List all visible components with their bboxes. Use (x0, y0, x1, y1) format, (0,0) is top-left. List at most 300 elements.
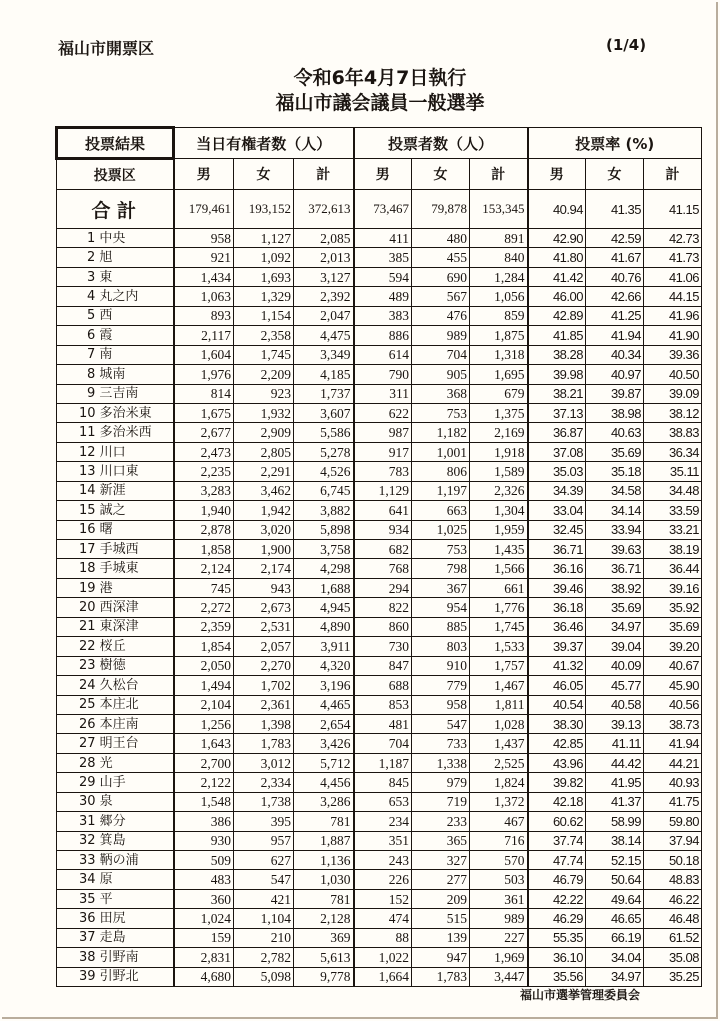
value-cell: 152 (354, 889, 412, 908)
value-cell: 39.16 (644, 578, 702, 597)
value-cell: 2,057 (234, 637, 294, 656)
value-cell: 159 (174, 928, 234, 947)
value-cell: 6,745 (294, 481, 354, 500)
value-cell: 39.20 (644, 637, 702, 656)
value-cell: 847 (354, 656, 412, 675)
group-eligible-voters: 当日有権者数（人） (174, 128, 354, 159)
value-cell: 803 (412, 637, 470, 656)
value-cell: 1,022 (354, 948, 412, 967)
value-cell: 4,465 (294, 695, 354, 714)
district-name: 25 本庄北 (57, 695, 174, 714)
value-cell: 679 (470, 384, 528, 403)
value-cell: 2,047 (294, 306, 354, 325)
value-cell: 311 (354, 384, 412, 403)
value-cell: 34.48 (644, 481, 702, 500)
value-cell: 35.03 (528, 462, 586, 481)
table-row (57, 773, 702, 792)
district-name: 7 南 (57, 345, 174, 364)
value-cell: 779 (412, 676, 470, 695)
value-cell: 40.09 (586, 656, 644, 675)
value-cell: 627 (234, 851, 294, 870)
value-cell: 1,969 (470, 948, 528, 967)
value-cell: 40.94 (528, 190, 586, 229)
value-cell: 35.56 (528, 967, 586, 986)
results-label: 投票結果 (57, 128, 174, 159)
district-name: 35 平 (57, 889, 174, 908)
value-cell: 46.00 (528, 287, 586, 306)
value-cell: 35.25 (644, 967, 702, 986)
value-cell: 509 (174, 851, 234, 870)
value-cell: 42.22 (528, 889, 586, 908)
value-cell: 622 (354, 403, 412, 422)
table-row (57, 714, 702, 733)
value-cell: 38.19 (644, 540, 702, 559)
value-cell: 41.35 (586, 190, 644, 229)
value-cell: 455 (412, 248, 470, 267)
counting-district-label: 福山市開票区 (58, 39, 155, 58)
value-cell: 3,426 (294, 734, 354, 753)
table-row (57, 442, 702, 461)
election-title: 福山市議会議員一般選挙 (275, 92, 485, 114)
table-row (57, 598, 702, 617)
value-cell: 369 (294, 928, 354, 947)
district-name: 32 箕島 (57, 831, 174, 850)
value-cell: 41.75 (644, 792, 702, 811)
district-name: 36 田尻 (57, 909, 174, 928)
value-cell: 474 (354, 909, 412, 928)
value-cell: 4,185 (294, 365, 354, 384)
district-name: 16 曙 (57, 520, 174, 539)
table-row (57, 676, 702, 695)
value-cell: 3,758 (294, 540, 354, 559)
table-row (57, 889, 702, 908)
value-cell: 2,104 (174, 695, 234, 714)
district-header: 投票区 (57, 159, 174, 190)
value-cell: 2,654 (294, 714, 354, 733)
value-cell: 2,117 (174, 326, 234, 345)
table-row (57, 481, 702, 500)
value-cell: 481 (354, 714, 412, 733)
value-cell: 1,783 (412, 967, 470, 986)
value-cell: 38.83 (644, 423, 702, 442)
table-row (57, 267, 702, 286)
value-cell: 36.16 (528, 559, 586, 578)
value-cell: 1,695 (470, 365, 528, 384)
table-row (57, 637, 702, 656)
value-cell: 33.04 (528, 501, 586, 520)
total-row (57, 190, 702, 229)
value-cell: 2,209 (234, 365, 294, 384)
district-name: 30 泉 (57, 792, 174, 811)
table-row (57, 909, 702, 928)
value-cell: 35.11 (644, 462, 702, 481)
value-cell: 989 (470, 909, 528, 928)
value-cell: 46.48 (644, 909, 702, 928)
value-cell: 61.52 (644, 928, 702, 947)
value-cell: 58.99 (586, 812, 644, 831)
value-cell: 1,129 (354, 481, 412, 500)
value-cell: 1,738 (234, 792, 294, 811)
value-cell: 40.67 (644, 656, 702, 675)
value-cell: 35.08 (644, 948, 702, 967)
value-cell: 38.21 (528, 384, 586, 403)
value-cell: 2,334 (234, 773, 294, 792)
district-name: 5 西 (57, 306, 174, 325)
value-cell: 2,272 (174, 598, 234, 617)
sub-header: 女 (586, 159, 644, 190)
value-cell: 3,447 (470, 967, 528, 986)
value-cell: 1,467 (470, 676, 528, 695)
value-cell: 1,024 (174, 909, 234, 928)
sub-header: 女 (234, 159, 294, 190)
value-cell: 1,304 (470, 501, 528, 520)
value-cell: 1,182 (412, 423, 470, 442)
value-cell: 1,858 (174, 540, 234, 559)
value-cell: 386 (174, 812, 234, 831)
value-cell: 1,932 (234, 403, 294, 422)
value-cell: 38.14 (586, 831, 644, 850)
value-cell: 515 (412, 909, 470, 928)
value-cell: 39.46 (528, 578, 586, 597)
district-name: 19 港 (57, 578, 174, 597)
value-cell: 1,435 (470, 540, 528, 559)
table-row (57, 462, 702, 481)
value-cell: 40.58 (586, 695, 644, 714)
value-cell: 153,345 (470, 190, 528, 229)
table-row (57, 384, 702, 403)
value-cell: 1,566 (470, 559, 528, 578)
value-cell: 781 (294, 889, 354, 908)
value-cell: 42.66 (586, 287, 644, 306)
value-cell: 1,664 (354, 967, 412, 986)
table-row (57, 365, 702, 384)
value-cell: 753 (412, 540, 470, 559)
value-cell: 1,092 (234, 248, 294, 267)
value-cell: 38.98 (586, 403, 644, 422)
table-row (57, 540, 702, 559)
table-row (57, 520, 702, 539)
value-cell: 1,154 (234, 306, 294, 325)
table-row (57, 870, 702, 889)
district-name: 31 郷分 (57, 812, 174, 831)
value-cell: 46.05 (528, 676, 586, 695)
value-cell: 2,392 (294, 287, 354, 306)
value-cell: 36.46 (528, 617, 586, 636)
value-cell: 35.92 (644, 598, 702, 617)
value-cell: 814 (174, 384, 234, 403)
district-name: 12 川口 (57, 442, 174, 461)
sub-header: 計 (470, 159, 528, 190)
value-cell: 46.79 (528, 870, 586, 889)
value-cell: 2,878 (174, 520, 234, 539)
value-cell: 34.04 (586, 948, 644, 967)
table-row (57, 229, 702, 248)
value-cell: 40.76 (586, 267, 644, 286)
value-cell: 3,020 (234, 520, 294, 539)
value-cell: 2,805 (234, 442, 294, 461)
value-cell: 1,776 (470, 598, 528, 617)
sub-header: 計 (294, 159, 354, 190)
value-cell: 3,882 (294, 501, 354, 520)
value-cell: 2,831 (174, 948, 234, 967)
value-cell: 2,326 (470, 481, 528, 500)
value-cell: 45.77 (586, 676, 644, 695)
value-cell: 33.94 (586, 520, 644, 539)
value-cell: 38.12 (644, 403, 702, 422)
value-cell: 5,278 (294, 442, 354, 461)
district-name: 10 多治米東 (57, 403, 174, 422)
value-cell: 570 (470, 851, 528, 870)
value-cell: 2,361 (234, 695, 294, 714)
value-cell: 33.59 (644, 501, 702, 520)
value-cell: 39.82 (528, 773, 586, 792)
value-cell: 1,702 (234, 676, 294, 695)
value-cell: 1,318 (470, 345, 528, 364)
value-cell: 41.96 (644, 306, 702, 325)
value-cell: 39.98 (528, 365, 586, 384)
value-cell: 2,050 (174, 656, 234, 675)
value-cell: 661 (470, 578, 528, 597)
value-cell: 360 (174, 889, 234, 908)
value-cell: 2,235 (174, 462, 234, 481)
value-cell: 1,675 (174, 403, 234, 422)
value-cell: 1,854 (174, 637, 234, 656)
table-row (57, 345, 702, 364)
value-cell: 2,270 (234, 656, 294, 675)
district-name: 24 久松台 (57, 676, 174, 695)
table-row (57, 928, 702, 947)
value-cell: 885 (412, 617, 470, 636)
value-cell: 41.11 (586, 734, 644, 753)
district-name: 29 山手 (57, 773, 174, 792)
value-cell: 2,677 (174, 423, 234, 442)
value-cell: 5,613 (294, 948, 354, 967)
value-cell: 59.80 (644, 812, 702, 831)
value-cell: 923 (234, 384, 294, 403)
value-cell: 957 (234, 831, 294, 850)
district-name: 8 城南 (57, 365, 174, 384)
value-cell: 368 (412, 384, 470, 403)
value-cell: 1,338 (412, 753, 470, 772)
value-cell: 845 (354, 773, 412, 792)
value-cell: 39.04 (586, 637, 644, 656)
value-cell: 1,811 (470, 695, 528, 714)
value-cell: 614 (354, 345, 412, 364)
value-cell: 3,607 (294, 403, 354, 422)
value-cell: 210 (234, 928, 294, 947)
value-cell: 4,945 (294, 598, 354, 617)
value-cell: 1,187 (354, 753, 412, 772)
value-cell: 36.44 (644, 559, 702, 578)
value-cell: 1,375 (470, 403, 528, 422)
value-cell: 36.71 (528, 540, 586, 559)
value-cell: 50.64 (586, 870, 644, 889)
value-cell: 41.94 (586, 326, 644, 345)
value-cell: 40.93 (644, 773, 702, 792)
value-cell: 5,098 (234, 967, 294, 986)
value-cell: 383 (354, 306, 412, 325)
value-cell: 41.25 (586, 306, 644, 325)
district-name: 4 丸之内 (57, 287, 174, 306)
value-cell: 2,525 (470, 753, 528, 772)
value-cell: 1,757 (470, 656, 528, 675)
value-cell: 40.56 (644, 695, 702, 714)
value-cell: 44.21 (644, 753, 702, 772)
value-cell: 860 (354, 617, 412, 636)
value-cell: 34.97 (586, 967, 644, 986)
value-cell: 42.18 (528, 792, 586, 811)
value-cell: 73,467 (354, 190, 412, 229)
table-row (57, 792, 702, 811)
value-cell: 1,329 (234, 287, 294, 306)
district-name: 14 新涯 (57, 481, 174, 500)
value-cell: 79,878 (412, 190, 470, 229)
value-cell: 2,531 (234, 617, 294, 636)
table-row (57, 248, 702, 267)
table-row (57, 831, 702, 850)
value-cell: 4,680 (174, 967, 234, 986)
value-cell: 5,586 (294, 423, 354, 442)
value-cell: 790 (354, 365, 412, 384)
value-cell: 35.69 (586, 598, 644, 617)
district-name: 34 原 (57, 870, 174, 889)
value-cell: 958 (174, 229, 234, 248)
table-row (57, 753, 702, 772)
value-cell: 66.19 (586, 928, 644, 947)
value-cell: 209 (412, 889, 470, 908)
value-cell: 39.09 (644, 384, 702, 403)
table-row (57, 559, 702, 578)
value-cell: 41.80 (528, 248, 586, 267)
value-cell: 40.34 (586, 345, 644, 364)
value-cell: 480 (412, 229, 470, 248)
value-cell: 48.83 (644, 870, 702, 889)
table-row (57, 948, 702, 967)
value-cell: 1,136 (294, 851, 354, 870)
value-cell: 1,030 (294, 870, 354, 889)
value-cell: 641 (354, 501, 412, 520)
district-name: 2 旭 (57, 248, 174, 267)
value-cell: 55.35 (528, 928, 586, 947)
value-cell: 1,028 (470, 714, 528, 733)
table-row (57, 403, 702, 422)
district-name: 38 引野南 (57, 948, 174, 967)
table-row (57, 423, 702, 442)
value-cell: 38.30 (528, 714, 586, 733)
value-cell: 1,437 (470, 734, 528, 753)
value-cell: 367 (412, 578, 470, 597)
value-cell: 37.13 (528, 403, 586, 422)
value-cell: 806 (412, 462, 470, 481)
value-cell: 2,128 (294, 909, 354, 928)
value-cell: 663 (412, 501, 470, 520)
value-cell: 36.71 (586, 559, 644, 578)
value-cell: 41.90 (644, 326, 702, 345)
value-cell: 2,291 (234, 462, 294, 481)
value-cell: 36.10 (528, 948, 586, 967)
district-name: 39 引野北 (57, 967, 174, 986)
value-cell: 1,918 (470, 442, 528, 461)
table-row (57, 851, 702, 870)
value-cell: 40.54 (528, 695, 586, 714)
value-cell: 476 (412, 306, 470, 325)
issuer: 福山市選挙管理委員会 (520, 988, 641, 1002)
value-cell: 50.18 (644, 851, 702, 870)
value-cell: 1,056 (470, 287, 528, 306)
results-table (55, 126, 702, 987)
value-cell: 1,940 (174, 501, 234, 520)
table-row (57, 287, 702, 306)
value-cell: 733 (412, 734, 470, 753)
value-cell: 36.18 (528, 598, 586, 617)
page-number: (1/4) (606, 36, 647, 54)
value-cell: 36.34 (644, 442, 702, 461)
value-cell: 4,320 (294, 656, 354, 675)
value-cell: 921 (174, 248, 234, 267)
value-cell: 39.36 (644, 345, 702, 364)
table-row (57, 306, 702, 325)
value-cell: 943 (234, 578, 294, 597)
value-cell: 1,197 (412, 481, 470, 500)
sub-header: 男 (174, 159, 234, 190)
value-cell: 930 (174, 831, 234, 850)
value-cell: 483 (174, 870, 234, 889)
district-name: 22 桜丘 (57, 637, 174, 656)
district-name: 37 走島 (57, 928, 174, 947)
value-cell: 3,196 (294, 676, 354, 695)
value-cell: 653 (354, 792, 412, 811)
district-name: 6 霞 (57, 326, 174, 345)
district-name: 1 中央 (57, 229, 174, 248)
value-cell: 979 (412, 773, 470, 792)
value-cell: 227 (470, 928, 528, 947)
value-cell: 489 (354, 287, 412, 306)
table-row (57, 656, 702, 675)
value-cell: 47.74 (528, 851, 586, 870)
value-cell: 594 (354, 267, 412, 286)
table-row (57, 967, 702, 986)
value-cell: 1,693 (234, 267, 294, 286)
value-cell: 2,909 (234, 423, 294, 442)
value-cell: 4,475 (294, 326, 354, 345)
value-cell: 39.37 (528, 637, 586, 656)
value-cell: 32.45 (528, 520, 586, 539)
value-cell: 361 (470, 889, 528, 908)
value-cell: 1,063 (174, 287, 234, 306)
value-cell: 704 (412, 345, 470, 364)
value-cell: 1,548 (174, 792, 234, 811)
value-cell: 3,462 (234, 481, 294, 500)
value-cell: 547 (412, 714, 470, 733)
sub-header-row (57, 159, 702, 190)
value-cell: 947 (412, 948, 470, 967)
value-cell: 3,911 (294, 637, 354, 656)
value-cell: 886 (354, 326, 412, 345)
value-cell: 1,398 (234, 714, 294, 733)
value-cell: 1,104 (234, 909, 294, 928)
table-row (57, 695, 702, 714)
value-cell: 35.69 (644, 617, 702, 636)
value-cell: 38.73 (644, 714, 702, 733)
district-name: 11 多治米西 (57, 423, 174, 442)
district-name: 13 川口東 (57, 462, 174, 481)
group-header-row (57, 128, 702, 159)
value-cell: 1,372 (470, 792, 528, 811)
value-cell: 1,589 (470, 462, 528, 481)
district-name: 20 西深津 (57, 598, 174, 617)
value-cell: 41.85 (528, 326, 586, 345)
value-cell: 3,349 (294, 345, 354, 364)
